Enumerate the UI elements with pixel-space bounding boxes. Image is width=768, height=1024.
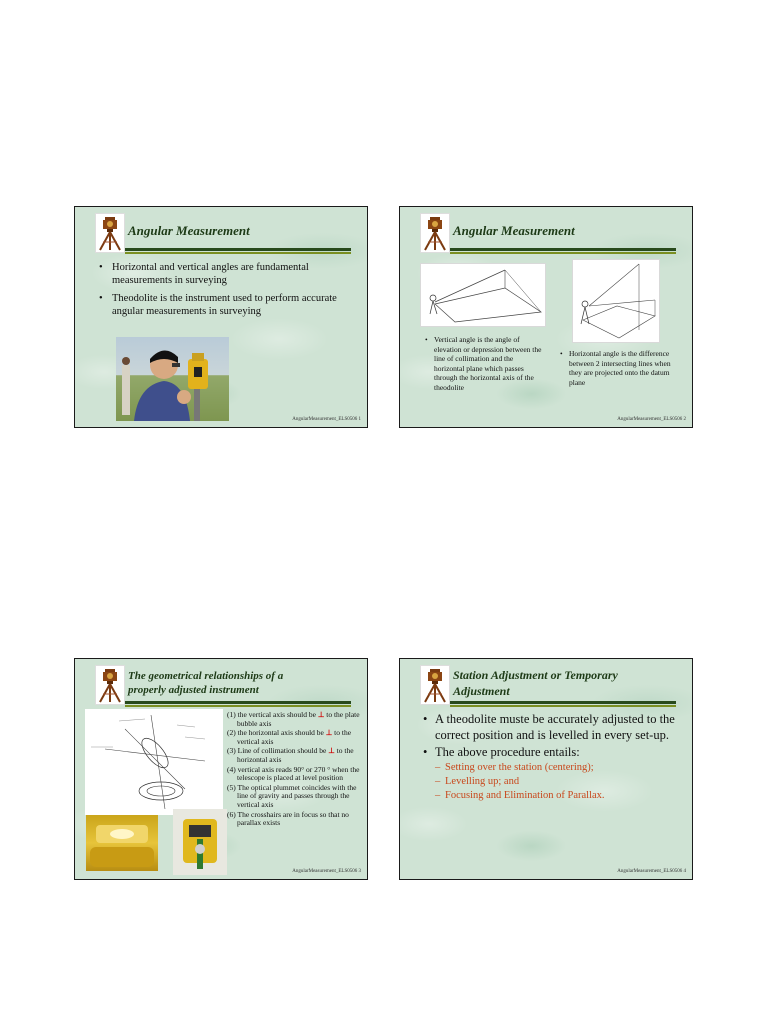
title-line-2: Adjustment [453,684,510,698]
surveyor-photo [116,337,229,421]
title-divider-accent [450,252,676,254]
title-divider-accent [450,705,676,707]
title-line-2: properly adjusted instrument [128,684,259,696]
sub-bullet-item: – Focusing and Elimination of Parallax. [435,789,683,803]
horizontal-angle-caption: • Horizontal angle is the difference between 2 intersecting lines when they are projected onto the datum plane [560,349,671,387]
theodolite-logo-icon [420,213,450,253]
title-divider-accent [125,705,351,707]
theodolite-logo-icon [95,665,125,705]
horizontal-angle-diagram [572,259,660,343]
relationship-item-3: (3) Line of collimation should be ⊥ to the horizontal axis [227,746,354,764]
vertical-angle-caption: • Vertical angle is the angle of elevation or depression between the line of collimation and the horizontal plane which passes through the horizontal axis of the theodolite [425,335,542,392]
bullet-item [423,744,683,803]
bullet-list [423,711,683,804]
slide-footer: AngularMeasurement_ELS0506 1 [292,417,361,422]
title-divider-accent [125,252,351,254]
relationship-item-6: (6) The crosshairs are in focus so that no parallax exists [227,809,349,828]
bullet-item: • Theodolite is the instrument used to perform accurate angular measurements in surveying [99,292,345,318]
sub-bullet-item: – Setting over the station (centering); [435,761,683,775]
slide-1 [74,206,368,428]
title-divider [450,248,676,251]
level-bubble-photo [86,815,158,871]
theodolite-photo [173,809,227,875]
title-divider [450,701,676,704]
theodolite-logo-icon [420,665,450,705]
slide-title [453,667,618,699]
slide-title: Angular Measurement [453,223,575,238]
title-divider [125,701,351,704]
sub-bullet-item: – Levelling up; and [435,775,683,789]
title-line-1: Station Adjustment or Temporary [453,668,618,682]
relationship-item-2: (2) the horizontal axis should be ⊥ to the vertical axis [227,728,352,746]
bullet-list [99,261,345,323]
vertical-angle-diagram [420,263,546,327]
bullet-item-text: The above procedure entails: [435,745,580,759]
relationship-item-4: (4) vertical axis reads 90° or 270 ° when the telescope is placed at level position [227,764,360,783]
slide-footer: AngularMeasurement_ELS0506 4 [617,869,686,874]
title-line-1: The geometrical relationships of a [128,670,284,682]
instrument-axes-diagram [85,709,223,815]
title-divider [125,248,351,251]
slide-title: Angular Measurement [128,223,250,238]
slide-4 [399,658,693,880]
bullet-item: • A theodolite muste be accurately adjusted to the correct position and is levelled in every set-up. [423,711,683,743]
slide-3 [74,658,368,880]
slide-footer: AngularMeasurement_ELS0506 2 [617,417,686,422]
sub-bullet-list [435,761,683,803]
slide-2 [399,206,693,428]
theodolite-logo-icon [95,213,125,253]
bullet-item: • Horizontal and vertical angles are fundamental measurements in surveying [99,261,345,287]
relationship-item-5: (5) The optical plummet coincides with the line of gravity and passes through the vertical axis [227,782,357,809]
slide-title [128,669,283,697]
relationship-list [227,711,363,829]
relationship-item-1: (1) the vertical axis should be ⊥ to the plate bubble axis [227,710,360,728]
slide-footer: AngularMeasurement_ELS0506 3 [292,869,361,874]
